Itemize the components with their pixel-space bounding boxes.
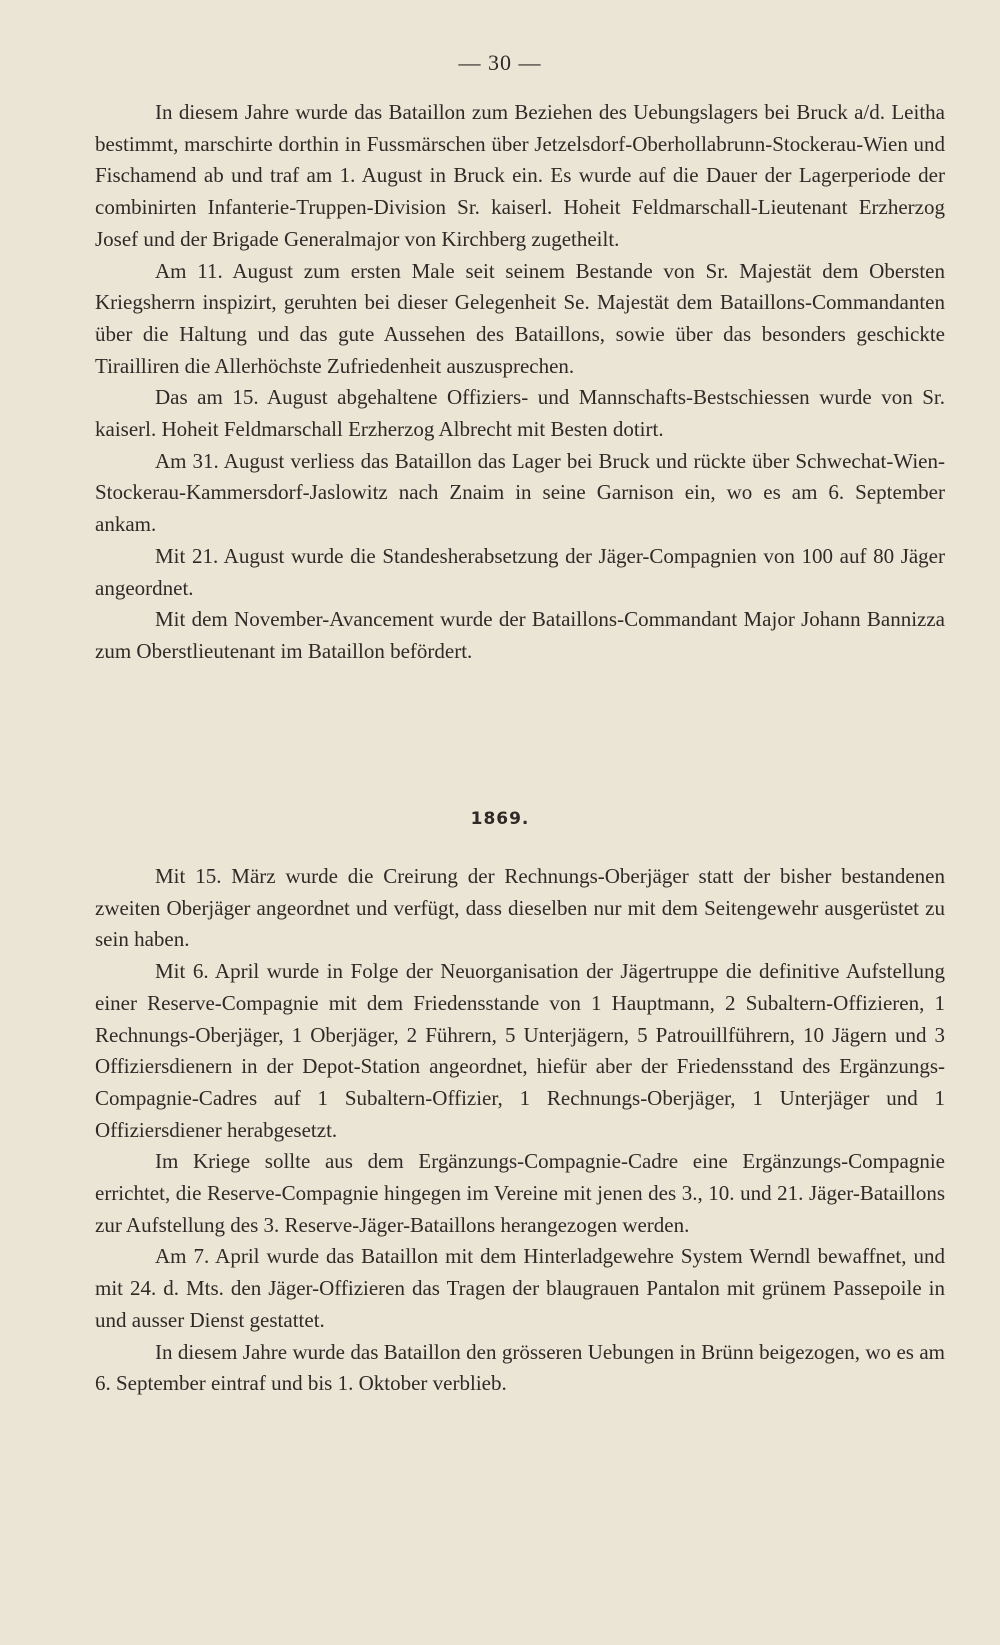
paragraph: Mit dem November-Avancement wurde der Bataillons-Commandant Major Johann Bannizza zum Oberstlieutenant im Bataillon befördert. xyxy=(95,607,945,663)
paragraph: Mit 21. August wurde die Standesherabsetzung der Jäger-Compagnien von 100 auf 80 Jäger angeordnet. xyxy=(95,543,945,600)
paragraph: In diesem Jahre wurde das Bataillon zum Beziehen des Uebungslagers bei Bruck a/d. Leitha bestimmt, marschirte dorthin in Fussmärschen über Jetzelsdorf-Oberhollabrunn-Stockerau-Wien und Fischamend ab und traf am 1. August in Bruck ein. Es wurde auf die Dauer der Lagerperiode der combinirten Infanterie-Truppen-Division Sr. kaiserl. Hoheit Feldmarschall-Lieutenant Erzherzog Josef und der Brigade Generalmajor von Kirchberg zugetheilt. xyxy=(95,100,945,251)
paragraph: In diesem Jahre wurde das Bataillon den grösseren Uebungen in Brünn beigezogen, wo es am 6. September eintraf und bis 1. Oktober verblieb. xyxy=(95,1339,945,1396)
section-1868 xyxy=(95,97,945,668)
paragraph: Am 11. August zum ersten Male seit seinem Bestande von Sr. Majestät dem Obersten Kriegsherrn inspizirt, geruhten bei dieser Gelegenheit Se. Majestät dem Bataillons-Commandanten über die Haltung und das gute Aussehen des Bataillons, sowie über das besonders geschickte Tirailliren die Allerhöchste Zufriedenheit auszusprechen. xyxy=(95,258,945,378)
section-1869 xyxy=(95,861,945,1400)
paragraph: Mit 15. März wurde die Creirung der Rechnungs-Oberjäger statt der bisher bestandenen zweiten Oberjäger angeordnet und verfügt, dass dieselben nur mit dem Seitengewehr ausgerüstet zu sein haben. xyxy=(95,864,945,952)
year-heading: 1869. xyxy=(470,809,530,829)
paragraph: Am 31. August verliess das Bataillon das Lager bei Bruck und rückte über Schwechat-Wien-Stockerau-Kammersdorf-Jaslowitz nach Znaim in seine Garnison ein, wo es am 6. September ankam. xyxy=(95,448,945,537)
paragraph: Im Kriege sollte aus dem Ergänzungs-Compagnie-Cadre eine Ergänzungs-Compagnie errichtet, die Reserve-Compagnie hingegen im Vereine mit jenen des 3., 10. und 21. Jäger-Bataillons zur Aufstellung des 3. Reserve-Jäger-Bataillons herangezogen werden. xyxy=(95,1149,945,1237)
paragraph: Mit 6. April wurde in Folge der Neuorganisation der Jägertruppe die definitive Aufstellung einer Reserve-Compagnie mit dem Friedensstande von 1 Hauptmann, 2 Subaltern-Offizieren, 1 Rechnungs-Oberjäger, 1 Oberjäger, 2 Führern, 5 Unterjägern, 5 Patrouillführern, 10 Jägern und 3 Offiziersdienern in der Depot-Station angeordnet, hiefür aber der Friedensstand des Ergänzungs-Compagnie-Cadres auf 1 Subaltern-Offizier, 1 Rechnungs-Oberjäger, 1 Unterjäger und 1 Offiziersdiener herabgesetzt. xyxy=(95,959,945,1142)
paragraph: Am 7. April wurde das Bataillon mit dem Hinterladgewehre System Werndl bewaffnet, und mit 24. d. Mts. den Jäger-Offizieren das Tragen der blaugrauen Pantalon mit grünem Passepoile in und ausser Dienst gestattet. xyxy=(95,1244,945,1332)
page-number: — 30 — xyxy=(458,50,542,75)
paragraph: Das am 15. August abgehaltene Offiziers- und Mannschafts-Bestschiessen wurde von Sr. kaiserl. Hoheit Feldmarschall Erzherzog Albrecht mit Besten dotirt. xyxy=(95,385,945,442)
